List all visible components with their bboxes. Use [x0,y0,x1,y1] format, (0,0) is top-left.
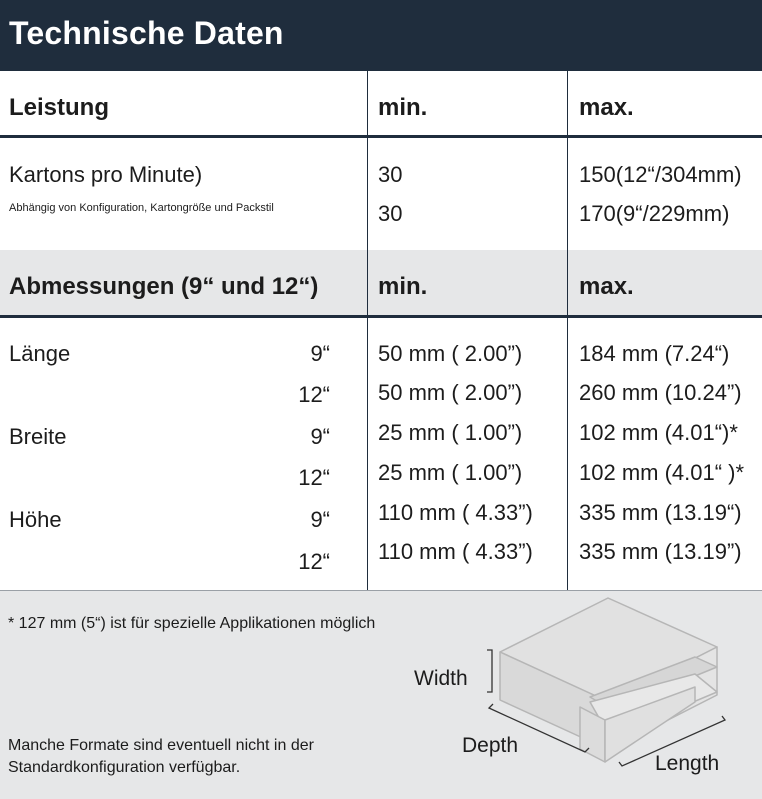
cartons-per-minute-label: Kartons pro Minute) [9,162,203,187]
page-title: Technische Daten [9,15,284,51]
column-divider [367,71,368,591]
divider [0,315,762,318]
page-header [0,0,762,71]
dimension-size: 9“ [310,341,330,366]
dimension-size: 12“ [298,465,330,490]
footnote-standard-configuration: Manche Formate sind eventuell nicht in der Standardkonfiguration verfügbar. [8,737,314,776]
carton-dimension-diagram [405,592,762,799]
dimension-min: 110 mm ( 4.33”) [378,539,533,564]
performance-footnote: Abhängig von Konfiguration, Kartongröße und Packstil [9,202,274,214]
divider [0,135,762,138]
depth-label: Depth [462,734,519,757]
dimension-name-width: Breite [9,424,67,449]
performance-header-min: min. [378,94,428,121]
dimension-max: 102 mm (4.01“)* [579,420,738,445]
performance-max-value: 170(9“/229mm) [579,201,730,226]
dimension-min: 50 mm ( 2.00”) [378,380,523,405]
dimension-name-length: Länge [9,341,71,366]
footnote-special-applications: * 127 mm (5“) ist für spezielle Applikationen möglich [8,615,376,632]
column-divider [567,71,568,591]
width-label: Width [414,667,468,690]
dimensions-header-min: min. [378,273,428,300]
dimension-name-height: Höhe [9,507,62,532]
length-label: Length [655,752,720,775]
performance-max-value: 150(12“/304mm) [579,162,742,187]
dimension-min: 50 mm ( 2.00”) [378,341,523,366]
dimensions-header-max: max. [579,273,634,300]
performance-min-value: 30 [378,201,403,226]
dimension-min: 110 mm ( 4.33”) [378,500,533,525]
dimension-max: 335 mm (13.19”) [579,539,742,564]
dimension-size: 12“ [298,549,330,574]
performance-min-value: 30 [378,162,403,187]
dimension-min: 25 mm ( 1.00”) [378,460,523,485]
dimension-max: 102 mm (4.01“ )* [579,460,745,485]
dimension-size: 12“ [298,382,330,407]
performance-header-max: max. [579,94,634,121]
dimension-size: 9“ [310,507,330,532]
dimension-max: 260 mm (10.24”) [579,380,742,405]
dimension-max: 184 mm (7.24“) [579,341,730,366]
performance-header-label: Leistung [9,94,109,121]
dimensions-header-label: Abmessungen (9“ und 12“) [9,273,319,300]
dimension-max: 335 mm (13.19“) [579,500,742,525]
dimension-size: 9“ [310,424,330,449]
dimension-min: 25 mm ( 1.00”) [378,420,523,445]
